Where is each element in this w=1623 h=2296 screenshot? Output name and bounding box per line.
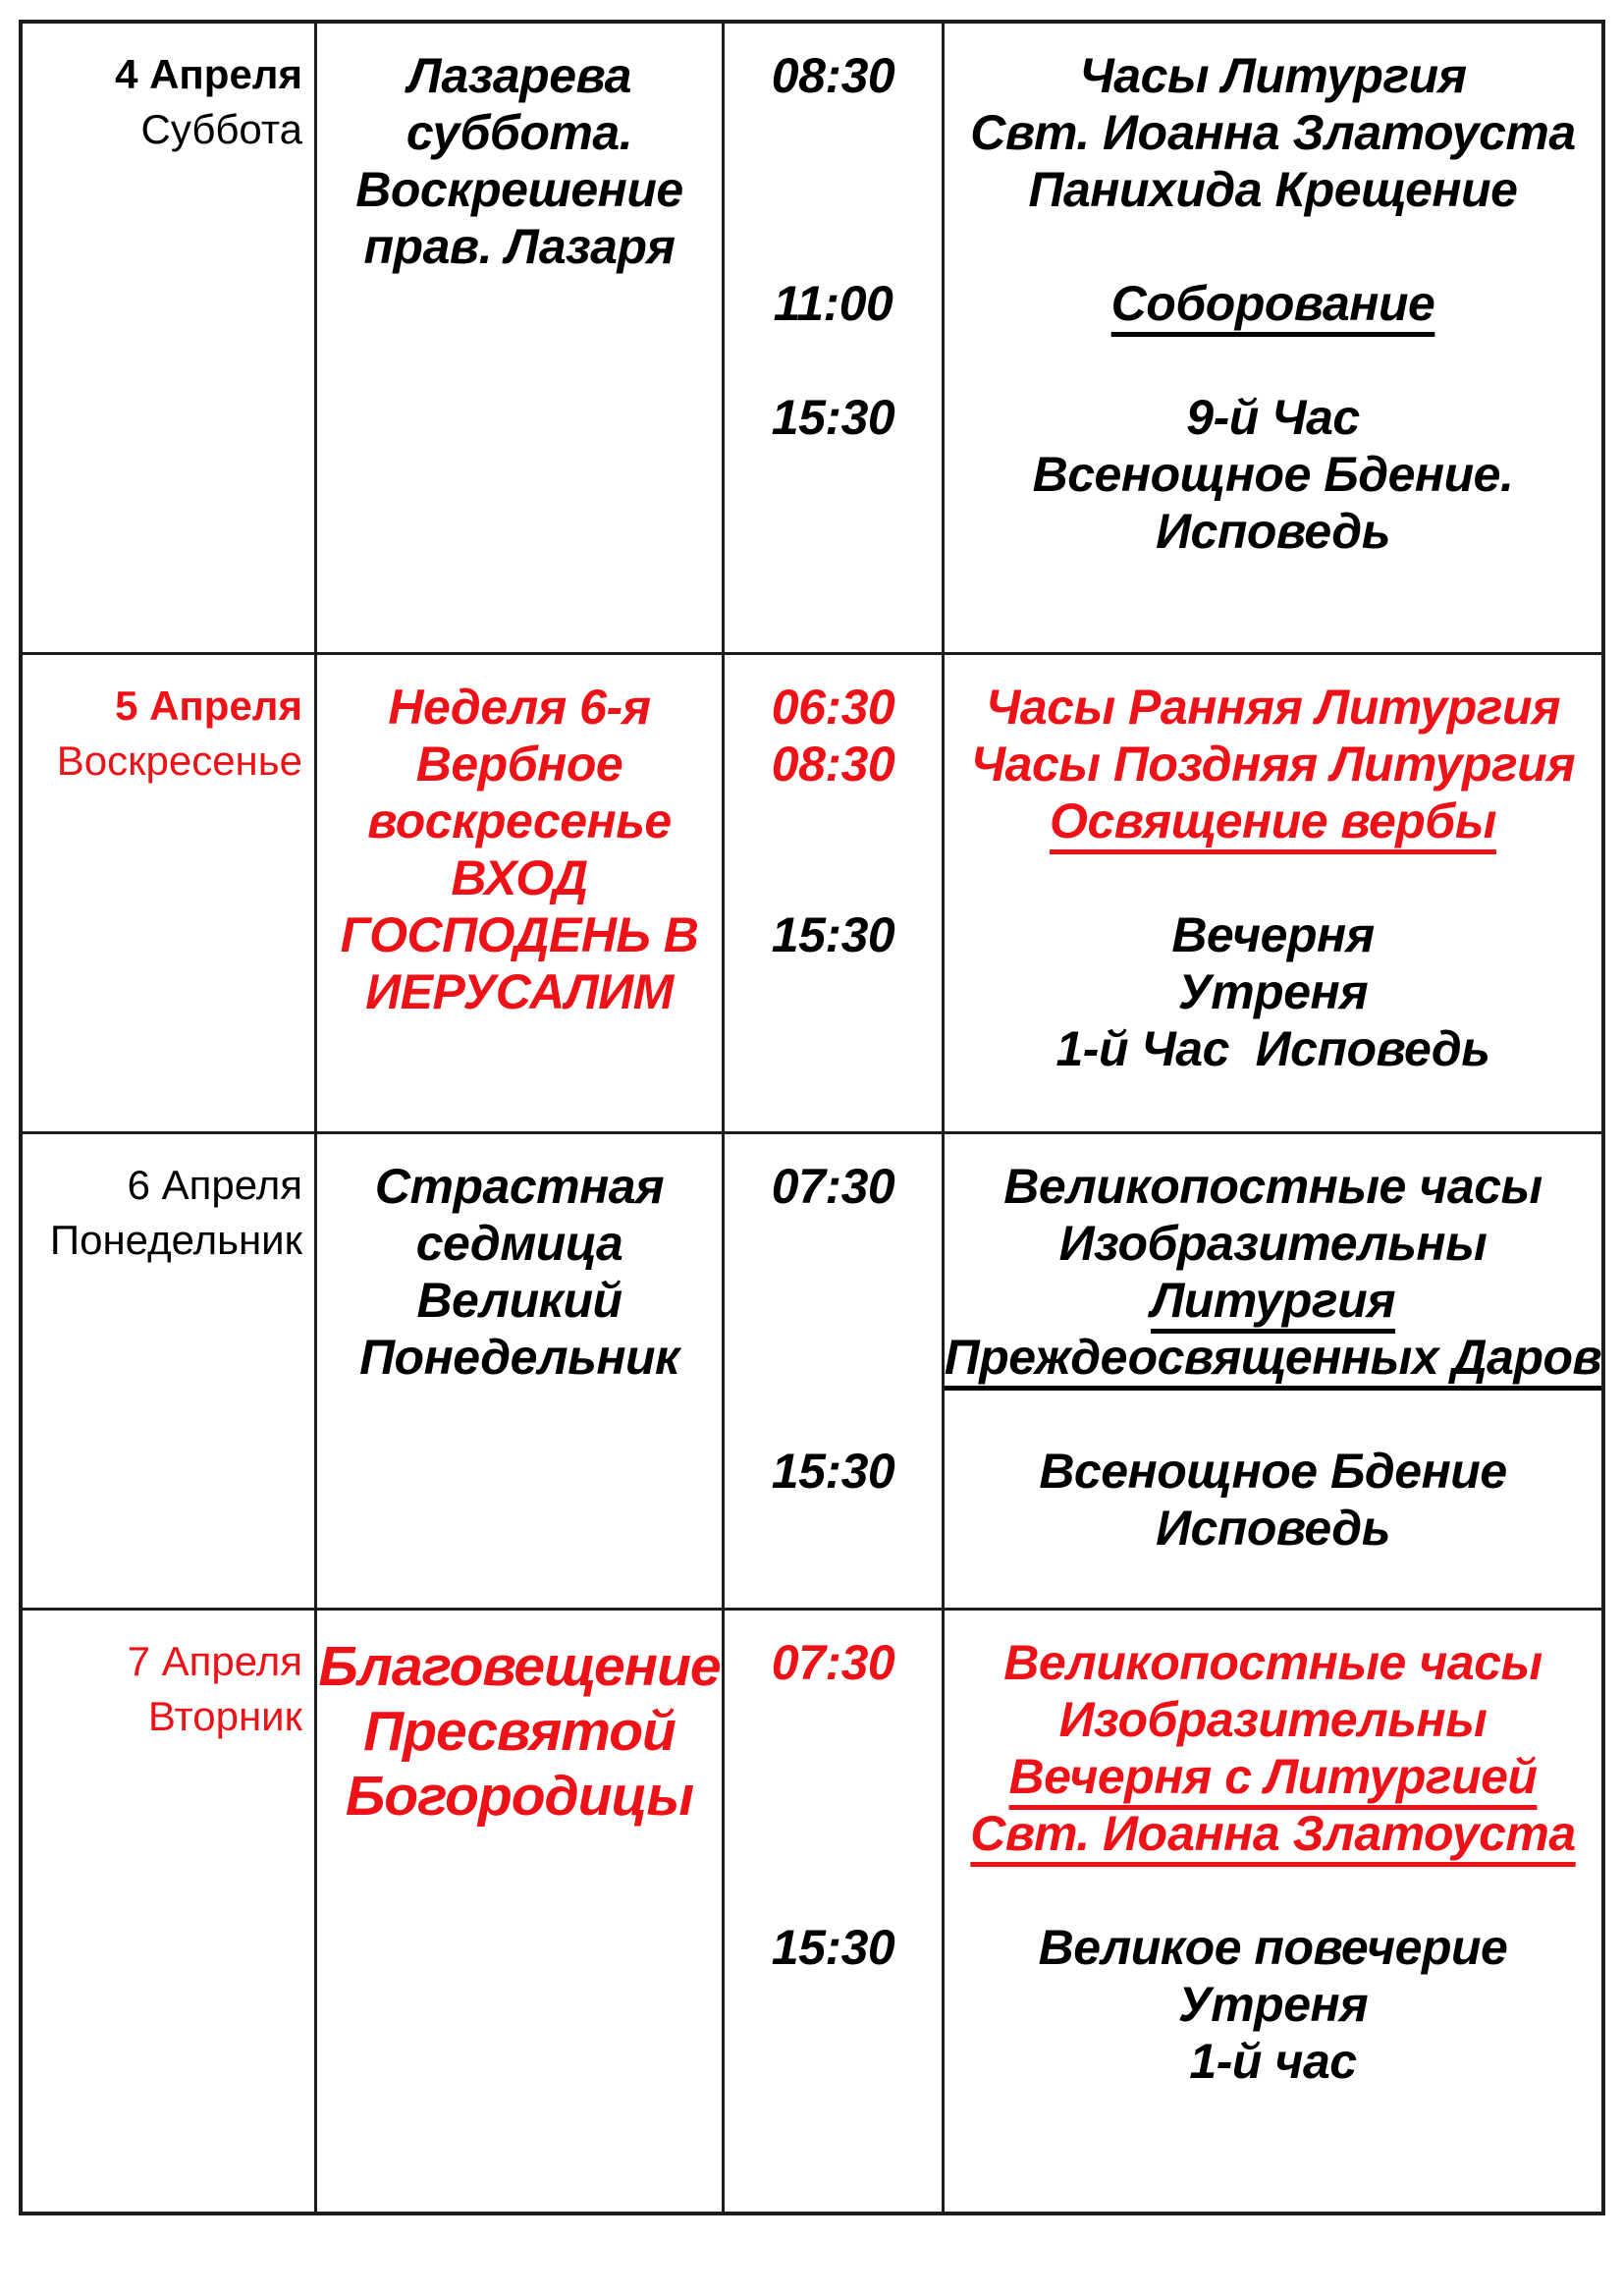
time-line — [725, 161, 942, 218]
feast-line: прав. Лазаря — [363, 219, 676, 274]
feast-line: седмица — [415, 1216, 623, 1271]
service-line — [945, 47, 1601, 104]
date-cell — [23, 1611, 314, 2212]
time-line — [725, 1443, 942, 1500]
service-text: Соборование — [1110, 276, 1435, 331]
service-text: Часы Ранняя Литургия — [985, 680, 1561, 735]
time-value: 07:30 — [771, 1159, 895, 1214]
service-text: Всенощное Бдение. — [1032, 447, 1514, 502]
time-line — [725, 1862, 942, 1919]
service-text: Изобразительны — [1058, 1216, 1488, 1271]
service-line — [945, 104, 1601, 161]
time-line — [725, 1386, 942, 1443]
service-text: Свт. Иоанна Златоуста — [970, 105, 1576, 160]
time-line — [725, 1976, 942, 2033]
feast-cell — [314, 1134, 722, 1608]
service-line — [945, 793, 1601, 849]
time-value: 15:30 — [771, 1444, 895, 1499]
time-line — [725, 1634, 942, 1691]
service-text: Великопостные часы — [1003, 1635, 1542, 1690]
service-line — [945, 1158, 1601, 1215]
date-cell — [23, 24, 314, 652]
feast-line: Богородицы — [345, 1765, 694, 1828]
time-line — [725, 679, 942, 736]
service-line — [945, 1500, 1601, 1557]
feast-line: воскресенье — [367, 793, 672, 848]
service-text: 1-й час — [1189, 2034, 1357, 2089]
time-line — [725, 963, 942, 1020]
feast-line: Страстная — [374, 1159, 665, 1214]
service-text: 1-й Час Исповедь — [1055, 1021, 1490, 1076]
service-line — [945, 1976, 1601, 2033]
service-line — [945, 275, 1601, 332]
service-line — [945, 1215, 1601, 1272]
service-line — [945, 906, 1601, 963]
time-line — [725, 47, 942, 104]
services-cell — [942, 1134, 1601, 1608]
feast-line: Неделя 6-я — [388, 680, 651, 735]
service-text: Часы Поздняя Литургия — [970, 737, 1576, 792]
time-line — [725, 1272, 942, 1329]
time-line — [725, 1919, 942, 1976]
feast-line: Понедельник — [359, 1330, 679, 1385]
services-cell — [942, 24, 1601, 652]
time-line — [725, 906, 942, 963]
time-line — [725, 332, 942, 389]
service-line — [945, 161, 1601, 218]
service-text: Всенощное Бдение — [1039, 1444, 1507, 1499]
service-text: Изобразительны — [1058, 1692, 1488, 1747]
time-value: 07:30 — [771, 1635, 895, 1690]
service-text: Исповедь — [1156, 504, 1390, 559]
times-cell — [722, 655, 942, 1131]
table-row — [23, 1131, 1601, 1608]
time-line — [725, 1215, 942, 1272]
services-cell — [942, 1611, 1601, 2212]
service-line — [945, 1805, 1601, 1862]
feast-line: Великий — [416, 1273, 622, 1328]
times-cell — [722, 1611, 942, 2212]
time-line — [725, 1020, 942, 1077]
date-weekday: Суббота — [140, 106, 302, 152]
feast-line: Лазарева — [407, 48, 631, 103]
time-line — [725, 1805, 942, 1862]
time-line — [725, 736, 942, 793]
feast-line: Вербное — [415, 737, 623, 792]
time-line — [725, 849, 942, 906]
service-line — [945, 736, 1601, 793]
time-line — [725, 1691, 942, 1748]
service-line — [945, 446, 1601, 503]
service-line — [945, 1691, 1601, 1748]
date-day: 6 Апреля — [127, 1162, 302, 1208]
date-weekday: Вторник — [147, 1693, 302, 1739]
time-value: 11:00 — [773, 276, 893, 331]
service-text: Утреня — [1177, 964, 1369, 1019]
date-day: 5 Апреля — [115, 683, 302, 729]
service-line — [945, 1919, 1601, 1976]
service-line — [945, 218, 1601, 275]
date-cell — [23, 1134, 314, 1608]
time-line — [725, 1158, 942, 1215]
time-value: 15:30 — [771, 390, 895, 445]
table-row — [23, 652, 1601, 1131]
table-row — [23, 24, 1601, 652]
service-text: Освящение вербы — [1050, 793, 1496, 848]
service-text: Вечерня — [1171, 907, 1375, 962]
service-line — [945, 963, 1601, 1020]
service-line — [945, 1329, 1601, 1386]
time-line — [725, 104, 942, 161]
date-day: 7 Апреля — [127, 1638, 302, 1684]
time-line — [725, 2033, 942, 2090]
service-text: Часы Литургия — [1079, 48, 1467, 103]
time-line — [725, 1329, 942, 1386]
time-value: 08:30 — [771, 737, 895, 792]
date-weekday: Воскресенье — [56, 738, 302, 784]
service-line — [945, 1272, 1601, 1329]
service-text: Исповедь — [1156, 1501, 1390, 1556]
feast-cell — [314, 1611, 722, 2212]
service-text: Свт. Иоанна Златоуста — [970, 1806, 1576, 1861]
service-text: Панихида Крещение — [1028, 162, 1518, 217]
service-text: Литургия — [1150, 1273, 1396, 1328]
service-line — [945, 389, 1601, 446]
time-line — [725, 389, 942, 446]
service-line — [945, 2033, 1601, 2090]
feast-cell — [314, 655, 722, 1131]
service-line — [945, 849, 1601, 906]
feast-line: ВХОД — [451, 850, 588, 905]
service-line — [945, 1634, 1601, 1691]
service-line — [945, 1020, 1601, 1077]
time-line — [725, 275, 942, 332]
date-cell — [23, 655, 314, 1131]
service-line — [945, 1862, 1601, 1919]
time-value: 15:30 — [771, 1920, 895, 1975]
feast-line: ГОСПОДЕНЬ В — [340, 907, 699, 962]
time-line — [725, 503, 942, 560]
service-text: Вечерня с Литургией — [1008, 1749, 1538, 1804]
service-line — [945, 1748, 1601, 1805]
feast-line: Благовещение — [318, 1635, 721, 1698]
service-text: Утреня — [1177, 1977, 1369, 2032]
services-cell — [942, 655, 1601, 1131]
feast-line: Воскрешение — [355, 162, 683, 217]
service-line — [945, 679, 1601, 736]
service-text: Великопостные часы — [1003, 1159, 1542, 1214]
table-row — [23, 1608, 1601, 2212]
time-line — [725, 218, 942, 275]
feast-line: Пресвятой — [363, 1700, 676, 1763]
service-line — [945, 1443, 1601, 1500]
service-text: 9-й Час — [1186, 390, 1360, 445]
date-weekday: Понедельник — [49, 1217, 302, 1263]
time-line — [725, 446, 942, 503]
date-day: 4 Апреля — [115, 51, 302, 97]
feast-line: суббота. — [406, 105, 633, 160]
service-line — [945, 503, 1601, 560]
times-cell — [722, 24, 942, 652]
schedule-table — [19, 20, 1605, 2215]
feast-line: ИЕРУСАЛИМ — [365, 964, 674, 1019]
time-line — [725, 1748, 942, 1805]
feast-cell — [314, 24, 722, 652]
service-line — [945, 332, 1601, 389]
time-value: 06:30 — [771, 680, 895, 735]
time-line — [725, 1500, 942, 1557]
service-text: Преждеосвященных Даров — [944, 1330, 1601, 1385]
time-value: 08:30 — [771, 48, 895, 103]
time-line — [725, 793, 942, 849]
service-line — [945, 1386, 1601, 1443]
time-value: 15:30 — [771, 907, 895, 962]
service-text: Великое повечерие — [1038, 1920, 1508, 1975]
times-cell — [722, 1134, 942, 1608]
